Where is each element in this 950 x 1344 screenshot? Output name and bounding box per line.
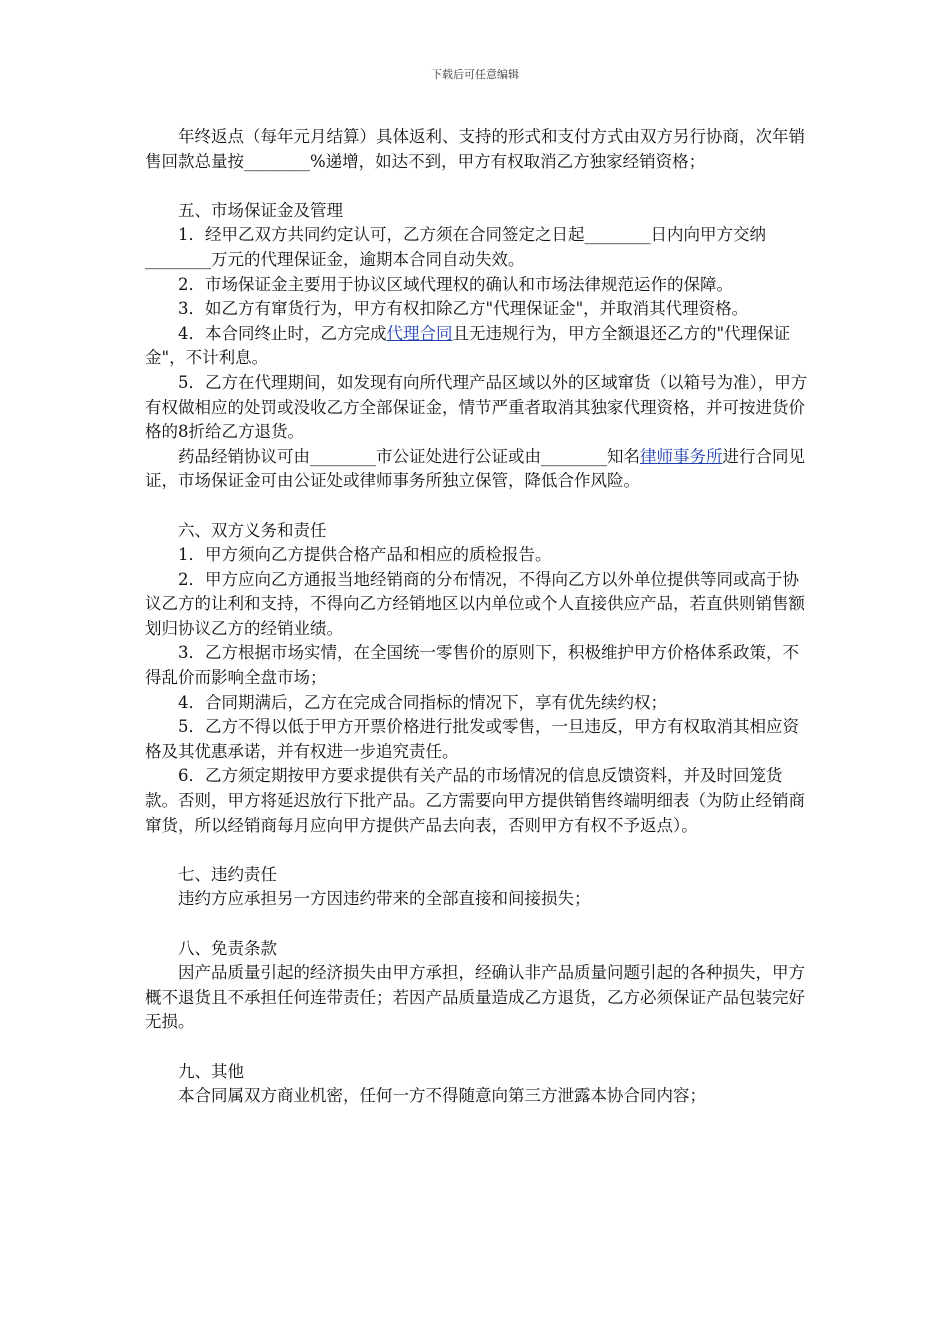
section-5-item-4 <box>145 322 811 371</box>
page-header: 下载后可任意编辑 <box>431 68 519 81</box>
spacer <box>145 838 811 863</box>
section-6-item-5: 5．乙方不得以低于甲方开票价格进行批发或零售，一旦违反，甲方有权取消其相应资格及其优惠承诺，并有权进一步追究责任。 <box>145 717 799 761</box>
spacer <box>145 494 811 519</box>
section-6-title: 六、双方义务和责任 <box>178 520 327 540</box>
section-6-item-6: 6．乙方须定期按甲方要求提供有关产品的市场情况的信息反馈资料，并及时回笼货款。否则，甲方将延迟放行下批产品。乙方需要向甲方提供销售终端明细表（为防止经销商窜货，所以经销商每月应向甲方提供产品去向表，否则甲方有权不予返点）。 <box>145 766 805 835</box>
section-7-title: 七、违约责任 <box>178 864 277 884</box>
document-body <box>145 125 811 1109</box>
section-6-item-2: 2．甲方应向乙方通报当地经销商的分布情况，不得向乙方以外单位提供等同或高于协议乙方的让利和支持，不得向乙方经销地区以内单位或个人直接供应产品，若直供则销售额划归协议乙方的经销业绩。 <box>145 569 805 638</box>
section-5-title: 五、市场保证金及管理 <box>178 200 343 220</box>
section-5-item-5: 5．乙方在代理期间，如发现有向所代理产品区域以外的区域窜货（以箱号为准），甲方有权做相应的处罚或没收乙方全部保证金，情节严重者取消其独家代理资格，并可按进货价格的8折给乙方退货。 <box>145 372 808 442</box>
item-4-text-after: 且无违规行为，甲方全额退还乙方的"代理保证金"，不计利息。 <box>145 323 791 368</box>
section-8-item-1: 因产品质量引起的经济损失由甲方承担，经确认非产品质量问题引起的各种损失，甲方概不退货且不承担任何连带责任；若因产品质量造成乙方退货，乙方必须保证产品包装完好无损。 <box>145 963 805 1032</box>
item-4-text-before: 4．本合同终止时，乙方完成 <box>178 323 387 343</box>
notary-text-before: 药品经销协议可由________市公证处进行公证或由________知名 <box>178 446 640 466</box>
section-6-item-1: 1．甲方须向乙方提供合格产品和相应的质检报告。 <box>178 545 552 565</box>
section-9-item-1: 本合同属双方商业机密，任何一方不得随意向第三方泄露本协合同内容； <box>178 1086 706 1106</box>
section-7-item-1: 违约方应承担另一方因违约带来的全部直接和间接损失； <box>178 889 591 909</box>
section-5-item-2: 2．市场保证金主要用于协议区域代理权的确认和市场法律规范运作的保障。 <box>178 274 733 294</box>
section-6-item-4: 4．合同期满后，乙方在完成合同指标的情况下，享有优先续约权； <box>178 692 667 712</box>
spacer <box>145 1035 811 1060</box>
section-9-title: 九、其他 <box>178 1061 244 1081</box>
law-firm-link[interactable]: 律师事务所 <box>640 446 723 466</box>
section-5-notary-paragraph <box>145 445 811 494</box>
notary-text-after: 进行合同见证，市场保证金可由公证处或律师事务所独立保管，降低合作风险。 <box>145 446 805 491</box>
section-5-item-1: 1．经甲乙双方共同约定认可，乙方须在合同签定之日起________日内向甲方交纳________万元的代理保证金，逾期本合同自动失效。 <box>145 225 766 269</box>
section-5-item-3: 3．如乙方有窜货行为，甲方有权扣除乙方"代理保证金"，并取消其代理资格。 <box>178 299 749 319</box>
spacer <box>145 174 811 199</box>
section-6-item-3: 3．乙方根据市场实情，在全国统一零售价的原则下，积极维护甲方价格体系政策，不得乱价而影响全盘市场； <box>145 643 799 688</box>
section-8-title: 八、免责条款 <box>178 938 277 958</box>
agency-contract-link[interactable]: 代理合同 <box>386 323 453 343</box>
intro-paragraph: 年终返点（每年元月结算）具体返利、支持的形式和支付方式由双方另行协商，次年销售回款总量按________%递增，如达不到，甲方有权取消乙方独家经销资格； <box>145 127 805 171</box>
spacer <box>145 912 811 937</box>
